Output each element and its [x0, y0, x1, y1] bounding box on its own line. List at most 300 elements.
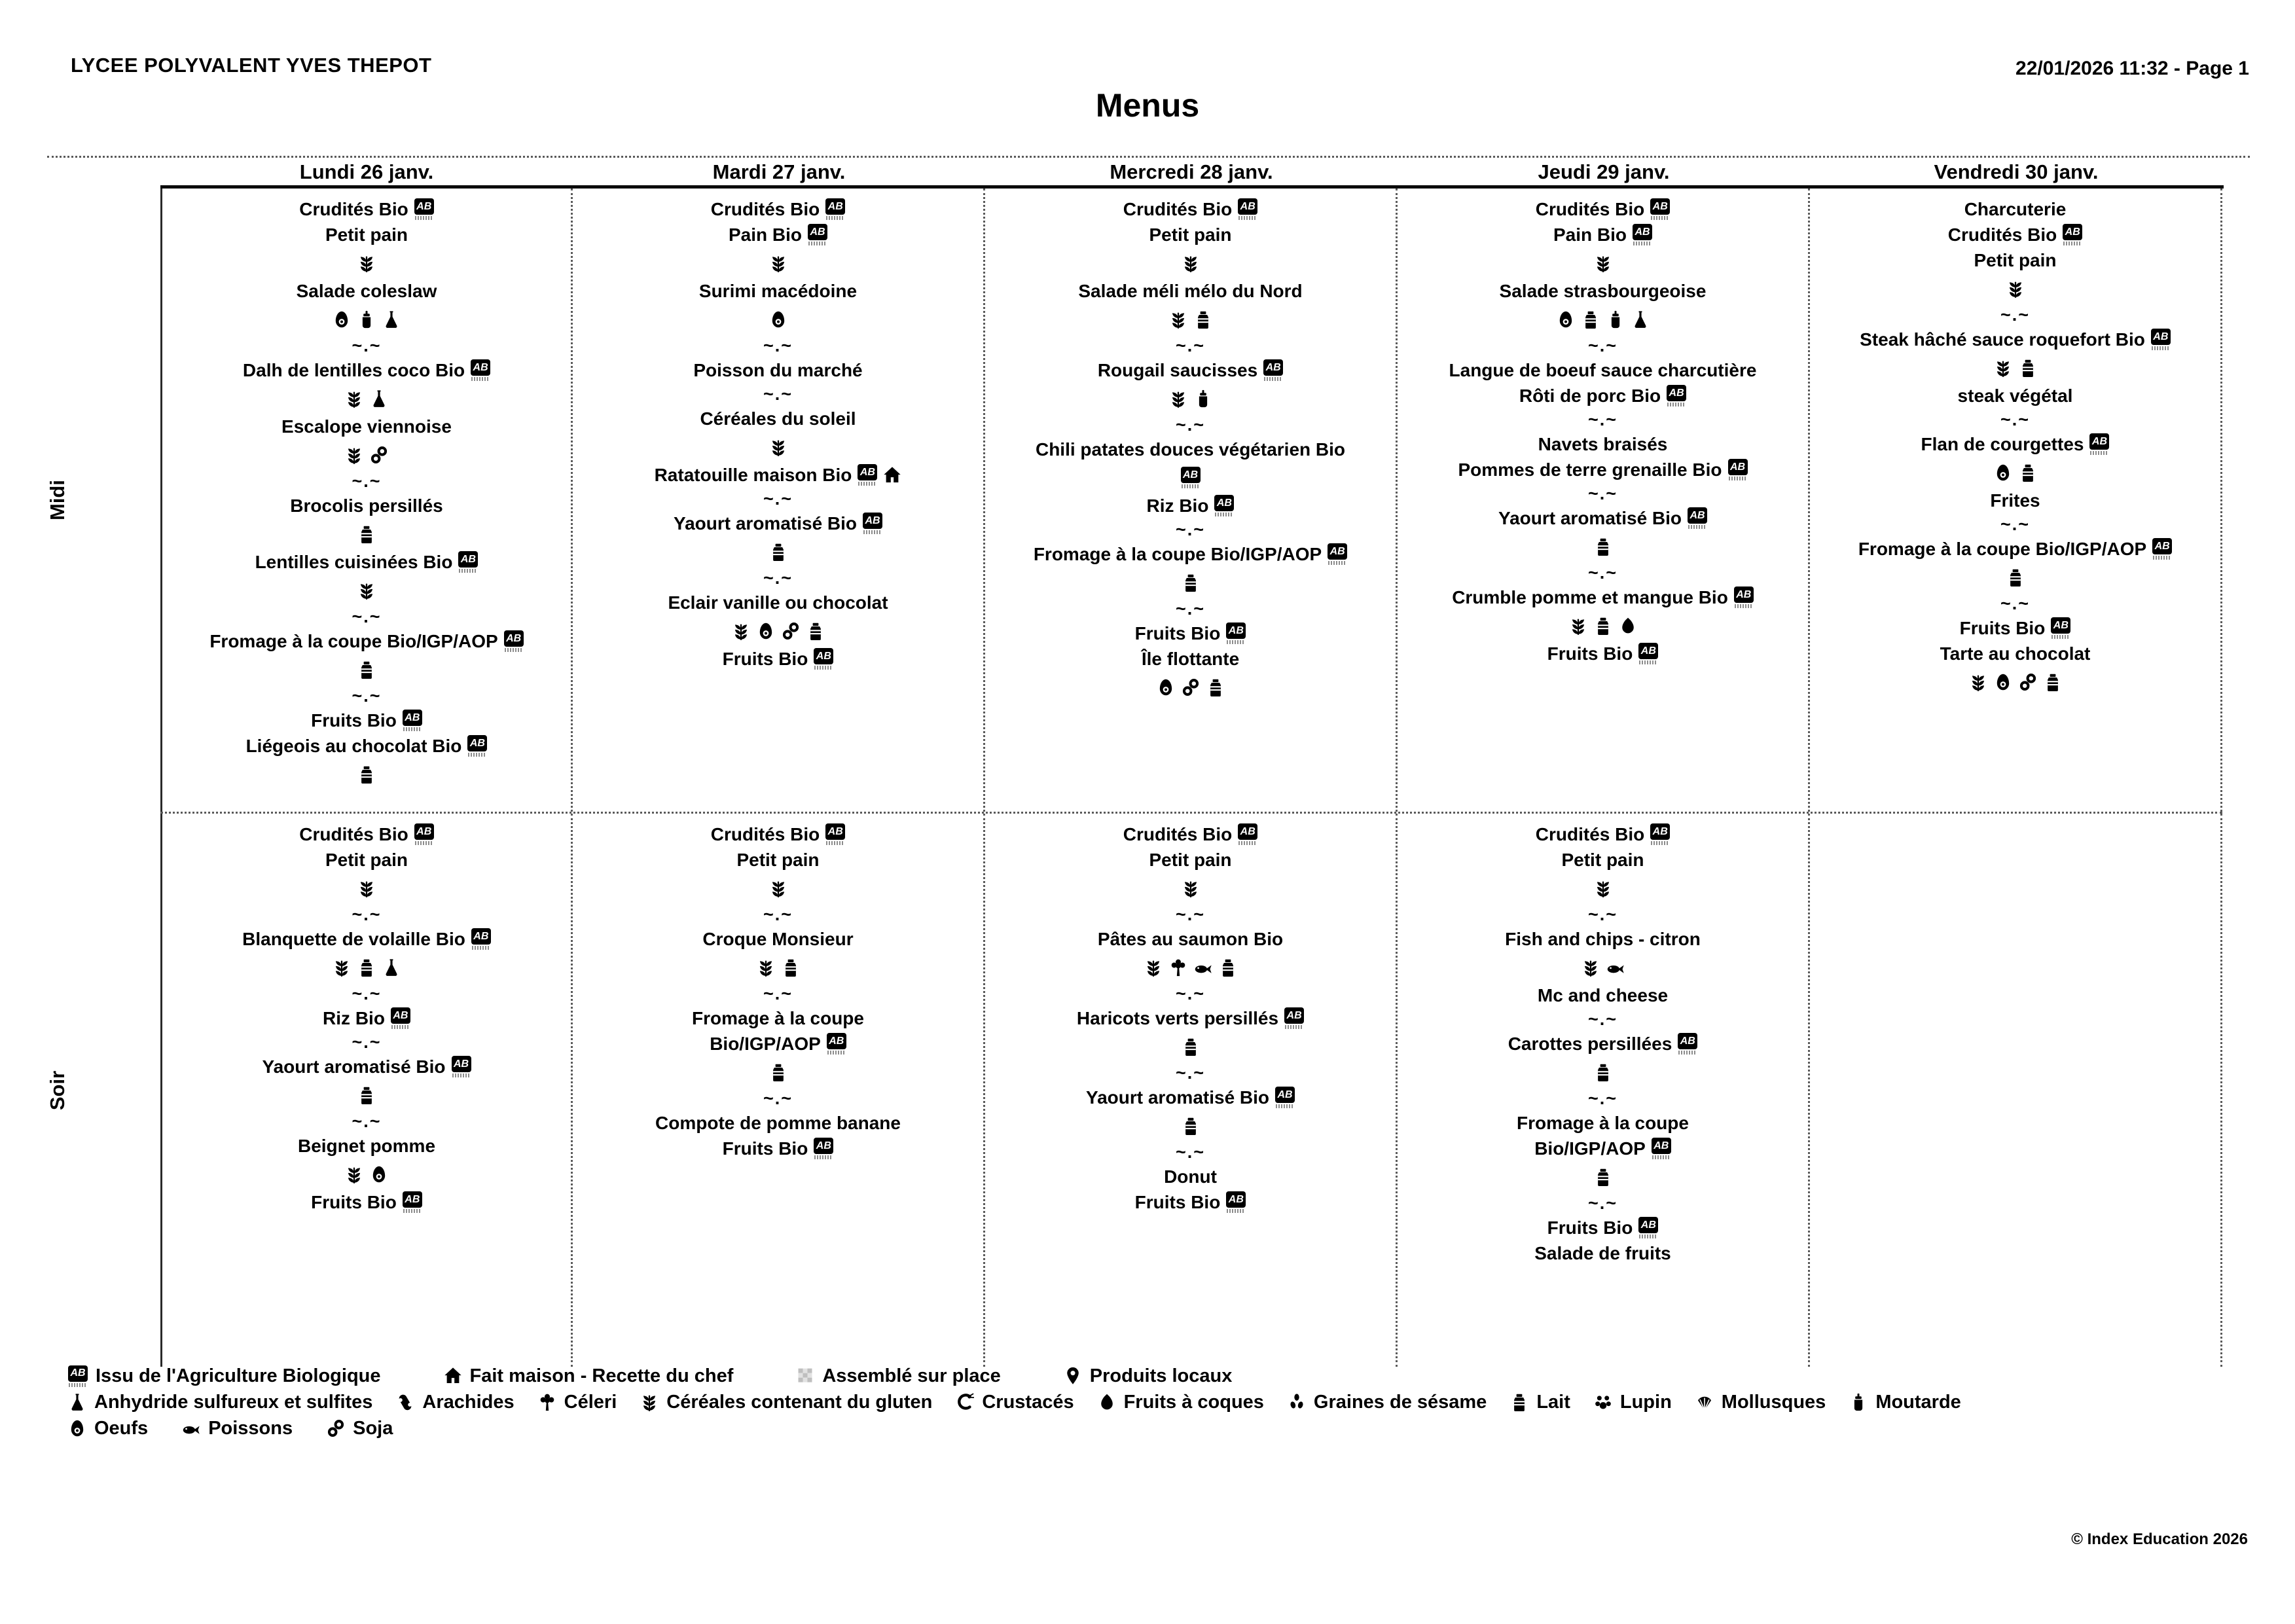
- menu-separator: ~.~: [352, 984, 382, 1003]
- menu-item-text: Croque Monsieur: [702, 928, 854, 949]
- menu-item-text: Île flottante: [1141, 648, 1240, 669]
- menu-separator: ~.~: [763, 336, 793, 355]
- legend-item: [444, 1365, 734, 1387]
- menu-item: [573, 462, 983, 488]
- menu-item-text: Salade strasbourgeoise: [1499, 280, 1707, 301]
- lait-icon: [1219, 958, 1237, 977]
- menu-separator: ~.~: [763, 905, 793, 924]
- lait-icon: [2044, 672, 2062, 692]
- gluten-icon: [1182, 253, 1200, 273]
- allergen-icons-row: [162, 247, 571, 278]
- bio-ab-logo-icon: AB: [2089, 433, 2109, 455]
- menu-item-text: Fruits Bio: [311, 1191, 397, 1212]
- menu-item-text: Salade coleslaw: [296, 280, 437, 301]
- menu-item: [1398, 357, 1808, 383]
- lait-icon: [357, 765, 376, 784]
- menu-separator: ~.~: [1587, 410, 1618, 429]
- coques-icon: [1098, 1392, 1116, 1412]
- meal-label-soir: Soir: [46, 1070, 69, 1110]
- menu-item: [162, 222, 571, 247]
- bio-ab-logo-icon: AB: [1652, 1138, 1671, 1159]
- menu-item: [985, 357, 1396, 383]
- bio-ab-logo-icon: AB: [1275, 1087, 1295, 1108]
- lait-icon: [1510, 1392, 1528, 1412]
- pin-icon: [1064, 1366, 1082, 1386]
- moutarde-icon: [1606, 310, 1625, 329]
- poissons-icon: [1194, 958, 1212, 977]
- menu-cell: [573, 189, 985, 812]
- menu-item-text: Yaourt aromatisé Bio: [1498, 507, 1682, 528]
- menu-item: [1810, 488, 2220, 513]
- menu-item-text: Crudités Bio: [710, 198, 820, 219]
- menu-item-text: Bio/IGP/AOP: [1534, 1138, 1646, 1159]
- menu-item: [985, 1189, 1396, 1215]
- allergen-icons-row: [573, 431, 983, 462]
- menu-separator: ~.~: [763, 489, 793, 509]
- print-date-page: 22/01/2026 11:32 - Page 1: [2015, 58, 2249, 79]
- menu-item: [162, 821, 571, 847]
- menu-item: [985, 821, 1396, 847]
- gluten-icon: [2006, 279, 2025, 298]
- legend-item-label: Anhydride sulfureux et sulfites: [94, 1391, 373, 1413]
- allergen-icons-row: [573, 536, 983, 567]
- menu-item: [573, 1005, 983, 1031]
- menu-item: [162, 414, 571, 439]
- oeufs-icon: [333, 310, 351, 329]
- sulfites-icon: [68, 1392, 86, 1412]
- day-headers-row: [160, 157, 2222, 186]
- menu-item-text: Langue de boeuf sauce charcutière: [1449, 359, 1757, 380]
- menu-item-text: Pâtes au saumon Bio: [1097, 928, 1284, 949]
- gluten-icon: [1169, 389, 1187, 408]
- menu-item: [1398, 222, 1808, 247]
- menu-cell: [1810, 189, 2222, 812]
- menu-item-text: Rôti de porc Bio: [1519, 385, 1661, 406]
- menu-item-text: Crudités Bio: [1123, 823, 1233, 844]
- menu-item: [1398, 585, 1808, 610]
- lait-icon: [357, 1085, 376, 1105]
- poissons-icon: [182, 1418, 200, 1438]
- allergen-icons-row: [1398, 304, 1808, 334]
- lupin-icon: [1594, 1392, 1612, 1412]
- bio-ab-logo-icon: AB: [808, 224, 827, 245]
- bio-ab-logo-icon: AB: [1734, 586, 1754, 608]
- celeri-icon: [1169, 958, 1187, 977]
- menu-item-text: Tarte au chocolat: [1940, 643, 2091, 664]
- menu-item-text: Petit pain: [325, 849, 408, 870]
- menu-separator: ~.~: [1587, 336, 1618, 355]
- legend-item: [327, 1418, 393, 1439]
- legend-item-label: Crustacés: [982, 1391, 1074, 1413]
- page-title: Menus: [1095, 87, 1200, 124]
- menu-item-text: Steak hâché sauce roquefort Bio: [1860, 329, 2145, 350]
- legend-item-label: Poissons: [208, 1417, 293, 1439]
- bio-ab-logo-icon: AB: [1650, 198, 1670, 220]
- maison-icon: [883, 465, 901, 485]
- allergen-icons-row: [985, 873, 1396, 903]
- menu-item: [1810, 431, 2220, 457]
- lait-icon: [1182, 573, 1200, 592]
- menu-cell: [1398, 189, 1810, 812]
- moutarde-icon: [357, 310, 376, 329]
- maison-icon: [444, 1366, 462, 1386]
- allergen-icons-row: [1398, 247, 1808, 278]
- menu-item: [985, 196, 1396, 222]
- bio-ab-logo-icon: AB: [814, 1138, 833, 1159]
- oeufs-icon: [1994, 672, 2012, 692]
- meal-row-midi: [46, 189, 2222, 814]
- menu-item: [1810, 615, 2220, 641]
- legend-item: [68, 1418, 148, 1439]
- allergen-icons-row: [985, 1110, 1396, 1141]
- menu-separator: ~.~: [763, 568, 793, 588]
- allergen-icons-row: [573, 615, 983, 646]
- menu-item-text: Blanquette de volaille Bio: [242, 928, 465, 949]
- menu-item-text: Fruits Bio: [1547, 643, 1633, 664]
- bio-ab-logo-icon: AB: [1238, 823, 1257, 845]
- menu-item-text: Frites: [1990, 490, 2040, 511]
- menu-cell: [985, 814, 1398, 1367]
- menu-item-text: Petit pain: [736, 849, 820, 870]
- legend-item-label: Produits locaux: [1089, 1365, 1233, 1386]
- menu-separator: ~.~: [1175, 415, 1206, 435]
- bio-ab-logo-icon: AB: [863, 513, 882, 534]
- menu-item: [1398, 278, 1808, 304]
- menu-item-text: Fruits Bio: [1959, 617, 2046, 638]
- gluten-icon: [640, 1392, 659, 1412]
- allergen-icons-row: [573, 952, 983, 983]
- legend-item-label: Arachides: [422, 1391, 515, 1413]
- menu-item: [1810, 196, 2220, 222]
- legend-item: [68, 1392, 372, 1413]
- menu-item-text: Crudités Bio: [710, 823, 820, 844]
- menu-item-text: Fish and chips - citron: [1505, 928, 1701, 949]
- meal-label-midi: Midi: [46, 480, 69, 520]
- gluten-icon: [769, 253, 787, 273]
- menu-item-text: Petit pain: [1974, 249, 2057, 270]
- lait-icon: [1594, 537, 1612, 556]
- menu-item-text: Céréales du soleil: [700, 408, 856, 429]
- lait-icon: [1182, 1037, 1200, 1056]
- menu-separator: ~.~: [2000, 410, 2031, 429]
- bio-ab-logo-icon: AB: [403, 710, 422, 731]
- menu-item-text: Bio/IGP/AOP: [710, 1033, 821, 1054]
- day-header: Lundi 26 janv.: [299, 160, 434, 183]
- lait-icon: [1194, 310, 1212, 329]
- menu-item: [573, 847, 983, 873]
- moutarde-icon: [1849, 1392, 1868, 1412]
- menu-separator: ~.~: [1175, 1063, 1206, 1083]
- menu-item: [162, 733, 571, 759]
- day-header: Vendredi 30 janv.: [1934, 160, 2099, 183]
- menu-item: [573, 1110, 983, 1136]
- menu-item-text: Yaourt aromatisé Bio: [1085, 1087, 1270, 1108]
- legend-item-label: Fait maison - Recette du chef: [469, 1365, 734, 1386]
- bio-ab-logo-icon: AB: [403, 1191, 422, 1213]
- menu-item-text: Fruits Bio: [311, 710, 397, 731]
- menu-item: [1398, 847, 1808, 873]
- sulfites-icon: [382, 310, 401, 329]
- allergen-icons-row: [1810, 562, 2220, 592]
- legend-item-label: Céleri: [564, 1391, 617, 1413]
- legend-row: [68, 1415, 2248, 1441]
- menu-separator: ~.~: [352, 686, 382, 706]
- oeufs-icon: [1557, 310, 1575, 329]
- menu-item-text: Carottes persillées: [1508, 1033, 1672, 1054]
- gluten-icon: [1994, 358, 2012, 378]
- menu-item: [985, 926, 1396, 952]
- bio-ab-logo-icon: AB: [2152, 538, 2172, 560]
- menu-item: [573, 1031, 983, 1056]
- menu-item-text: Fromage à la coupe: [692, 1007, 864, 1028]
- allergen-icons-row: [573, 873, 983, 903]
- menu-separator: ~.~: [763, 984, 793, 1003]
- legend-item: [956, 1392, 1074, 1413]
- menu-item-text: Crudités Bio: [1947, 224, 2057, 245]
- day-header: Mardi 27 janv.: [712, 160, 846, 183]
- bio-ab-logo-icon: AB: [1238, 198, 1257, 220]
- menu-separator: ~.~: [1587, 1009, 1618, 1029]
- legend-item-label: Soja: [353, 1417, 393, 1439]
- menu-item-text: Fruits Bio: [1134, 1191, 1221, 1212]
- gluten-icon: [333, 958, 351, 977]
- allergen-icons-row: [1398, 610, 1808, 641]
- allergen-icons-row: [985, 383, 1396, 414]
- gluten-icon: [1594, 878, 1612, 898]
- celeri-icon: [538, 1392, 556, 1412]
- legend-row: [68, 1363, 2248, 1389]
- menu-cell: [160, 189, 573, 812]
- allergen-icons-row: [985, 462, 1396, 493]
- legend-item: [1098, 1392, 1264, 1413]
- moutarde-icon: [1194, 389, 1212, 408]
- soja-icon: [327, 1418, 345, 1438]
- menu-item-text: Beignet pomme: [297, 1135, 436, 1156]
- legend-item: [1510, 1392, 1570, 1413]
- menu-item-text: Fruits Bio: [722, 648, 808, 669]
- menu-item-text: Liégeois au chocolat Bio: [245, 735, 462, 756]
- menu-cell: [985, 189, 1398, 812]
- menu-item-text: Fromage à la coupe: [1517, 1112, 1689, 1133]
- bio-ab-logo-icon: AB: [68, 1365, 88, 1387]
- menu-item-text: Flan de courgettes: [1921, 433, 2084, 454]
- menu-cell: [1398, 814, 1810, 1367]
- menu-item: [1398, 383, 1808, 408]
- menu-item: [1810, 327, 2220, 352]
- day-header: Mercredi 28 janv.: [1110, 160, 1273, 183]
- bio-ab-logo-icon: AB: [825, 823, 845, 845]
- menu-separator: ~.~: [352, 336, 382, 355]
- bio-ab-logo-icon: AB: [414, 823, 434, 845]
- bio-ab-logo-icon: AB: [814, 648, 833, 670]
- bio-ab-logo-icon: AB: [2063, 224, 2082, 245]
- menu-item-text: Crudités Bio: [299, 823, 408, 844]
- legend-item: [1695, 1392, 1826, 1413]
- menu-item-text: Riz Bio: [323, 1007, 385, 1028]
- menu-item: [985, 222, 1396, 247]
- meal-row-soir: [46, 814, 2222, 1367]
- menu-item-text: Brocolis persillés: [290, 495, 443, 516]
- menu-item: [1398, 1136, 1808, 1161]
- bio-ab-logo-icon: AB: [1181, 467, 1201, 488]
- allergen-icons-row: [1398, 1161, 1808, 1192]
- menu-item-text: Fruits Bio: [1134, 623, 1221, 643]
- menu-item: [162, 847, 571, 873]
- allergen-icons-row: [162, 952, 571, 983]
- allergen-icons-row: [1398, 873, 1808, 903]
- menu-item: [162, 278, 571, 304]
- menu-cell: [1810, 814, 2222, 1367]
- menu-item-text: Pommes de terre grenaille Bio: [1458, 459, 1722, 480]
- legend-item: [796, 1365, 1000, 1387]
- menu-item: [162, 1005, 571, 1031]
- legend-item-label: Mollusques: [1721, 1391, 1826, 1413]
- menu-item: [985, 493, 1396, 518]
- menu-item: [573, 1136, 983, 1161]
- menu-columns: [160, 814, 2222, 1367]
- bio-ab-logo-icon: AB: [825, 198, 845, 220]
- bio-ab-logo-icon: AB: [471, 359, 490, 381]
- sulfites-icon: [1631, 310, 1650, 329]
- legend-item-label: Moutarde: [1875, 1391, 1961, 1413]
- menu-separator: ~.~: [1587, 1089, 1618, 1108]
- menu-item: [573, 926, 983, 952]
- menu-item: [1398, 1031, 1808, 1056]
- allergen-icons-row: [573, 1056, 983, 1087]
- menu-separator: ~.~: [763, 384, 793, 404]
- lait-icon: [1594, 1167, 1612, 1187]
- menu-item: [985, 1005, 1396, 1031]
- lait-icon: [357, 958, 376, 977]
- menu-item: [985, 1164, 1396, 1189]
- allergen-icons-row: [573, 247, 983, 278]
- menu-item: [985, 1085, 1396, 1110]
- sulfites-icon: [370, 389, 388, 408]
- menu-item: [985, 278, 1396, 304]
- oeufs-icon: [757, 621, 775, 641]
- menu-separator: ~.~: [352, 471, 382, 491]
- menu-item: [1398, 821, 1808, 847]
- gluten-icon: [357, 878, 376, 898]
- menu-item-text: Crumble pomme et mangue Bio: [1452, 586, 1728, 607]
- allergen-icons-row: [1810, 352, 2220, 383]
- lait-icon: [357, 660, 376, 679]
- allergen-icons-row: [1398, 1056, 1808, 1087]
- soja-icon: [782, 621, 800, 641]
- gluten-icon: [732, 621, 750, 641]
- allergen-icons-row: [985, 567, 1396, 598]
- menu-item-text: Crudités Bio: [1535, 823, 1645, 844]
- lait-icon: [1581, 310, 1600, 329]
- menu-item: [1810, 247, 2220, 273]
- menu-item: [1398, 431, 1808, 457]
- allergen-icons-row: [162, 654, 571, 685]
- menu-item: [1810, 222, 2220, 247]
- allergen-icons-row: [985, 1031, 1396, 1062]
- menu-separator: ~.~: [1175, 905, 1206, 924]
- menu-item: [985, 437, 1396, 462]
- menu-item-text: Petit pain: [1149, 849, 1232, 870]
- gluten-icon: [345, 445, 363, 465]
- legend-row: [68, 1389, 2248, 1415]
- menu-item: [573, 821, 983, 847]
- lait-icon: [782, 958, 800, 977]
- menu-separator: ~.~: [763, 1089, 793, 1108]
- menu-item: [162, 493, 571, 518]
- menu-item-text: Crudités Bio: [1535, 198, 1645, 219]
- menu-item: [573, 406, 983, 431]
- menu-item-text: Pain Bio: [728, 224, 802, 245]
- menu-item-text: Crudités Bio: [299, 198, 408, 219]
- menu-item-text: Petit pain: [1561, 849, 1644, 870]
- gluten-icon: [357, 253, 376, 273]
- allergen-icons-row: [162, 575, 571, 605]
- menu-item-text: Riz Bio: [1146, 495, 1209, 516]
- gluten-icon: [1182, 878, 1200, 898]
- menu-item: [1810, 641, 2220, 666]
- gluten-icon: [1969, 672, 1987, 692]
- menu-item-text: Salade de fruits: [1534, 1242, 1671, 1263]
- oeufs-icon: [1994, 463, 2012, 482]
- allergen-icons-row: [985, 672, 1396, 702]
- menu-item: [162, 196, 571, 222]
- menu-item: [1810, 536, 2220, 562]
- gluten-icon: [1594, 253, 1612, 273]
- bio-ab-logo-icon: AB: [414, 198, 434, 220]
- menu-cell: [160, 814, 573, 1367]
- allergen-icons-row: [573, 304, 983, 334]
- bio-ab-logo-icon: AB: [2151, 329, 2171, 350]
- lait-icon: [1206, 677, 1225, 697]
- oeufs-icon: [68, 1418, 86, 1438]
- menu-item: [162, 926, 571, 952]
- menu-item: [1398, 641, 1808, 666]
- allergen-icons-row: [162, 873, 571, 903]
- gluten-icon: [1581, 958, 1600, 977]
- menu-separator: ~.~: [1587, 1193, 1618, 1213]
- menu-item: [573, 278, 983, 304]
- gluten-icon: [1144, 958, 1163, 977]
- gluten-icon: [769, 437, 787, 457]
- allergen-icons-row: [985, 247, 1396, 278]
- menu-separator: ~.~: [352, 1032, 382, 1052]
- legend-item: [396, 1392, 514, 1413]
- menu-item-text: Fromage à la coupe Bio/IGP/AOP: [1858, 538, 2147, 559]
- menu-item: [1398, 505, 1808, 531]
- allergen-icons-row: [162, 1159, 571, 1189]
- mollusques-icon: [1695, 1392, 1714, 1412]
- menu-item: [162, 628, 571, 654]
- menu-item-text: Poisson du marché: [693, 359, 863, 380]
- menu-item-text: Surimi macédoine: [698, 280, 858, 301]
- menu-item: [162, 1133, 571, 1159]
- menu-item-text: Crudités Bio: [1123, 198, 1233, 219]
- menu-separator: ~.~: [1175, 520, 1206, 539]
- menu-item: [573, 196, 983, 222]
- arachides-icon: [396, 1392, 414, 1412]
- poissons-icon: [1606, 958, 1625, 977]
- bio-ab-logo-icon: AB: [1650, 823, 1670, 845]
- lait-icon: [2019, 358, 2037, 378]
- bio-ab-logo-icon: AB: [467, 735, 487, 757]
- legend-item: [538, 1392, 617, 1413]
- menu-item: [1398, 1110, 1808, 1136]
- menu-separator: ~.~: [1175, 1142, 1206, 1162]
- bio-ab-logo-icon: AB: [1638, 643, 1658, 664]
- menu-cell: [573, 814, 985, 1367]
- menu-item: [1398, 1215, 1808, 1240]
- copyright: © Index Education 2026: [2071, 1530, 2248, 1548]
